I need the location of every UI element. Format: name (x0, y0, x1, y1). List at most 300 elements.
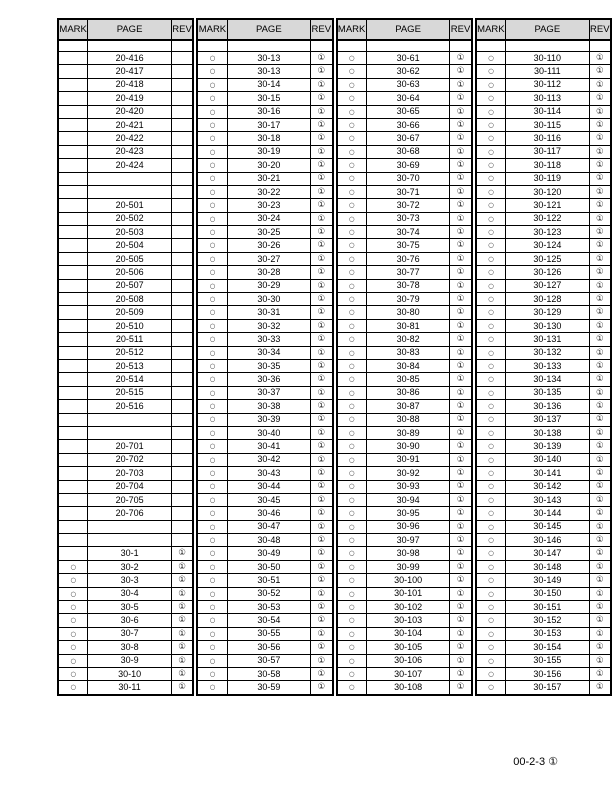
page-cell: 30-42 (227, 453, 311, 466)
rev-cell: ① (450, 212, 472, 225)
page-cell: 20-516 (88, 400, 172, 413)
table-row (337, 226, 472, 239)
rev-cell: ① (311, 65, 333, 78)
table-row (476, 252, 611, 265)
rev-cell: ① (589, 252, 611, 265)
table-row (476, 185, 611, 198)
page-cell: 30-19 (227, 145, 311, 158)
effective-pages-table-4 (475, 18, 612, 696)
mark-cell: ○ (476, 132, 506, 145)
table-row (476, 306, 611, 319)
page-cell: 30-44 (227, 480, 311, 493)
mark-cell: ○ (476, 92, 506, 105)
rev-cell: ① (450, 534, 472, 547)
mark-cell: ○ (337, 118, 367, 131)
mark-cell: ○ (476, 293, 506, 306)
rev-cell (171, 52, 193, 65)
table-row (58, 587, 193, 600)
table-row (58, 118, 193, 131)
rev-cell: ① (311, 239, 333, 252)
rev-cell: ① (589, 453, 611, 466)
page-cell: 30-98 (366, 547, 450, 560)
rev-cell: ① (450, 440, 472, 453)
table-row (476, 145, 611, 158)
page-cell: 30-114 (506, 105, 590, 118)
table-row (197, 373, 332, 386)
page-cell: 30-132 (506, 346, 590, 359)
page-cell: 30-154 (506, 641, 590, 654)
rev-cell: ① (589, 239, 611, 252)
table-row (58, 667, 193, 680)
rev-cell: ① (171, 601, 193, 614)
table-row (58, 493, 193, 506)
table-row (337, 493, 472, 506)
page-cell: 30-46 (227, 507, 311, 520)
mark-cell: ○ (337, 467, 367, 480)
mark-cell: ○ (337, 105, 367, 118)
page-cell: 30-122 (506, 212, 590, 225)
page-cell: 20-421 (88, 118, 172, 131)
mark-cell: ○ (197, 359, 227, 372)
rev-cell (171, 467, 193, 480)
rev-cell: ① (589, 547, 611, 560)
table-row (197, 413, 332, 426)
page-cell: 30-115 (506, 118, 590, 131)
page-cell: 20-704 (88, 480, 172, 493)
table-row (337, 306, 472, 319)
mark-cell (58, 333, 88, 346)
page-cell: 30-107 (366, 667, 450, 680)
page-cell: 30-85 (366, 373, 450, 386)
page-cell: 30-39 (227, 413, 311, 426)
table-row (197, 306, 332, 319)
page-cell: 20-503 (88, 226, 172, 239)
effective-pages-table-3 (336, 18, 473, 696)
page-cell: 30-41 (227, 440, 311, 453)
page-cell: 30-100 (366, 574, 450, 587)
rev-cell: ① (450, 252, 472, 265)
table-row (58, 400, 193, 413)
table-row (476, 400, 611, 413)
table-row (197, 105, 332, 118)
page-cell: 30-32 (227, 319, 311, 332)
rev-cell: ① (311, 467, 333, 480)
table-row (476, 654, 611, 667)
page-cell: 20-417 (88, 65, 172, 78)
table-row (197, 145, 332, 158)
mark-cell: ○ (337, 493, 367, 506)
page-cell: 30-112 (506, 78, 590, 91)
table-row (337, 547, 472, 560)
mark-cell (58, 279, 88, 292)
table-row (58, 480, 193, 493)
rev-cell (171, 319, 193, 332)
table-row (197, 118, 332, 131)
table-row (476, 78, 611, 91)
rev-cell: ① (589, 159, 611, 172)
mark-cell: ○ (476, 266, 506, 279)
rev-cell (171, 239, 193, 252)
mark-cell (58, 467, 88, 480)
mark-cell: ○ (476, 78, 506, 91)
page-cell: 30-120 (506, 185, 590, 198)
mark-cell: ○ (337, 614, 367, 627)
rev-cell: ① (589, 199, 611, 212)
table-row (476, 641, 611, 654)
rev-cell: ① (450, 520, 472, 533)
table-row (58, 172, 193, 185)
page-cell: 20-419 (88, 92, 172, 105)
page-cell: 30-36 (227, 373, 311, 386)
mark-cell: ○ (476, 346, 506, 359)
rev-cell (171, 520, 193, 533)
page-cell: 30-136 (506, 400, 590, 413)
rev-cell (171, 105, 193, 118)
page-cell (88, 520, 172, 533)
rev-cell (171, 293, 193, 306)
rev-cell: ① (450, 199, 472, 212)
table-row (58, 306, 193, 319)
rev-cell: ① (450, 52, 472, 65)
table-row (58, 185, 193, 198)
page-cell: 30-110 (506, 52, 590, 65)
column-header-page: PAGE (227, 19, 311, 40)
table-row (337, 413, 472, 426)
table-row (337, 440, 472, 453)
column-header-rev: REV (589, 19, 611, 40)
rev-cell: ① (589, 306, 611, 319)
mark-cell (476, 40, 506, 52)
page-cell: 20-512 (88, 346, 172, 359)
rev-cell (171, 453, 193, 466)
mark-cell: ○ (197, 239, 227, 252)
table-row (197, 252, 332, 265)
mark-cell: ○ (197, 587, 227, 600)
page-cell: 30-47 (227, 520, 311, 533)
mark-cell: ○ (337, 547, 367, 560)
page-cell: 30-59 (227, 681, 311, 695)
page-cell: 30-43 (227, 467, 311, 480)
table-row (58, 293, 193, 306)
rev-cell: ① (589, 359, 611, 372)
mark-cell: ○ (58, 574, 88, 587)
rev-cell: ① (171, 587, 193, 600)
table-row (197, 493, 332, 506)
table-row (476, 40, 611, 52)
mark-cell: ○ (476, 667, 506, 680)
page-cell: 30-45 (227, 493, 311, 506)
table-row (58, 560, 193, 573)
page-cell: 30-55 (227, 627, 311, 640)
header-row (337, 19, 472, 40)
rev-cell: ① (311, 601, 333, 614)
page-cell: 30-40 (227, 426, 311, 439)
mark-cell: ○ (476, 333, 506, 346)
rev-cell (171, 426, 193, 439)
page-cell: 30-61 (366, 52, 450, 65)
rev-cell: ① (450, 400, 472, 413)
mark-cell: ○ (197, 400, 227, 413)
page-cell (88, 185, 172, 198)
table-row (197, 226, 332, 239)
mark-cell: ○ (337, 159, 367, 172)
table-row (476, 386, 611, 399)
mark-cell: ○ (476, 507, 506, 520)
page-cell: 30-62 (366, 65, 450, 78)
mark-cell (58, 346, 88, 359)
page-cell: 30-103 (366, 614, 450, 627)
page-cell: 20-420 (88, 105, 172, 118)
rev-cell (171, 413, 193, 426)
mark-cell: ○ (337, 373, 367, 386)
mark-cell (58, 386, 88, 399)
rev-cell: ① (311, 293, 333, 306)
rev-cell (171, 172, 193, 185)
page-cell: 30-104 (366, 627, 450, 640)
table-row (337, 279, 472, 292)
mark-cell: ○ (476, 400, 506, 413)
page-cell: 30-101 (366, 587, 450, 600)
mark-cell (58, 359, 88, 372)
table-row (337, 480, 472, 493)
rev-cell: ① (311, 199, 333, 212)
page-cell: 30-31 (227, 306, 311, 319)
mark-cell: ○ (476, 493, 506, 506)
mark-cell: ○ (197, 279, 227, 292)
page-cell: 30-6 (88, 614, 172, 627)
mark-cell: ○ (197, 145, 227, 158)
page-cell: 30-145 (506, 520, 590, 533)
mark-cell: ○ (337, 440, 367, 453)
rev-cell: ① (450, 641, 472, 654)
rev-cell: ① (171, 547, 193, 560)
effective-pages-table-2 (196, 18, 333, 696)
mark-cell (58, 266, 88, 279)
table-row (476, 560, 611, 573)
mark-cell: ○ (476, 601, 506, 614)
page-cell: 30-140 (506, 453, 590, 466)
page-cell: 30-135 (506, 386, 590, 399)
rev-cell: ① (311, 654, 333, 667)
mark-cell (58, 252, 88, 265)
table-row (197, 40, 332, 52)
page-cell: 30-3 (88, 574, 172, 587)
table-row (58, 547, 193, 560)
rev-cell (171, 333, 193, 346)
mark-cell: ○ (197, 654, 227, 667)
page-cell: 30-105 (366, 641, 450, 654)
page-cell: 30-76 (366, 252, 450, 265)
table-row (197, 319, 332, 332)
page-cell: 30-143 (506, 493, 590, 506)
page-cell: 20-511 (88, 333, 172, 346)
page-cell: 20-507 (88, 279, 172, 292)
mark-cell: ○ (476, 574, 506, 587)
mark-cell: ○ (197, 641, 227, 654)
mark-cell (58, 78, 88, 91)
rev-cell: ① (311, 132, 333, 145)
page-cell: 30-99 (366, 560, 450, 573)
mark-cell: ○ (476, 654, 506, 667)
rev-cell: ① (450, 145, 472, 158)
rev-cell: ① (450, 493, 472, 506)
rev-cell: ① (311, 373, 333, 386)
table-row (476, 507, 611, 520)
table-row (197, 65, 332, 78)
table-row (337, 601, 472, 614)
mark-cell (58, 132, 88, 145)
page-cell: 30-68 (366, 145, 450, 158)
rev-cell (171, 346, 193, 359)
mark-cell: ○ (476, 413, 506, 426)
rev-cell (171, 373, 193, 386)
table-row (197, 641, 332, 654)
mark-cell: ○ (197, 118, 227, 131)
table-row (476, 52, 611, 65)
table-row (197, 453, 332, 466)
rev-cell: ① (311, 426, 333, 439)
table-row (58, 145, 193, 158)
page-cell: 30-128 (506, 293, 590, 306)
table-row (337, 534, 472, 547)
table-row (337, 159, 472, 172)
effective-pages-tables (57, 18, 612, 696)
mark-cell: ○ (58, 587, 88, 600)
page-cell: 30-14 (227, 78, 311, 91)
mark-cell (58, 212, 88, 225)
mark-cell: ○ (337, 199, 367, 212)
table-row (197, 400, 332, 413)
rev-cell: ① (311, 681, 333, 695)
rev-cell: ① (171, 627, 193, 640)
mark-cell: ○ (337, 319, 367, 332)
rev-cell: ① (311, 507, 333, 520)
page-cell: 30-52 (227, 587, 311, 600)
table-row (197, 199, 332, 212)
rev-cell (171, 266, 193, 279)
column-header-rev: REV (171, 19, 193, 40)
table-row (476, 319, 611, 332)
rev-cell: ① (311, 641, 333, 654)
page-cell: 30-64 (366, 92, 450, 105)
rev-cell: ① (311, 159, 333, 172)
rev-cell: ① (450, 654, 472, 667)
page-cell: 30-91 (366, 453, 450, 466)
mark-cell: ○ (197, 226, 227, 239)
page-cell: 20-702 (88, 453, 172, 466)
mark-cell: ○ (337, 641, 367, 654)
mark-cell: ○ (58, 641, 88, 654)
mark-cell: ○ (476, 145, 506, 158)
mark-cell: ○ (476, 373, 506, 386)
table-row (58, 426, 193, 439)
mark-cell: ○ (476, 480, 506, 493)
rev-cell: ① (450, 667, 472, 680)
table-row (337, 212, 472, 225)
rev-cell: ① (450, 306, 472, 319)
rev-cell (171, 65, 193, 78)
rev-cell: ① (589, 520, 611, 533)
mark-cell: ○ (197, 614, 227, 627)
mark-cell: ○ (476, 386, 506, 399)
rev-cell: ① (589, 333, 611, 346)
page-cell: 30-116 (506, 132, 590, 145)
page-cell: 30-57 (227, 654, 311, 667)
table-row (197, 185, 332, 198)
rev-cell: ① (589, 413, 611, 426)
mark-cell: ○ (337, 293, 367, 306)
table-row (337, 346, 472, 359)
table-row (197, 159, 332, 172)
table-row (337, 118, 472, 131)
rev-cell: ① (171, 574, 193, 587)
rev-cell: ① (311, 614, 333, 627)
page-cell: 30-74 (366, 226, 450, 239)
mark-cell: ○ (476, 319, 506, 332)
mark-cell: ○ (197, 667, 227, 680)
mark-cell: ○ (476, 212, 506, 225)
page-cell: 30-28 (227, 266, 311, 279)
table-row (197, 172, 332, 185)
page-cell: 30-134 (506, 373, 590, 386)
table-row (197, 426, 332, 439)
mark-cell: ○ (337, 266, 367, 279)
page-cell: 20-506 (88, 266, 172, 279)
page-cell: 30-69 (366, 159, 450, 172)
mark-cell: ○ (337, 480, 367, 493)
table-row (197, 627, 332, 640)
rev-cell: ① (450, 266, 472, 279)
rev-cell: ① (450, 413, 472, 426)
page-cell: 30-84 (366, 359, 450, 372)
page-cell (88, 172, 172, 185)
mark-cell: ○ (197, 78, 227, 91)
page-cell: 30-2 (88, 560, 172, 573)
rev-cell: ① (589, 373, 611, 386)
page-cell: 30-153 (506, 627, 590, 640)
page-cell: 20-515 (88, 386, 172, 399)
rev-cell: ① (171, 654, 193, 667)
page-cell: 20-706 (88, 507, 172, 520)
table-row (476, 172, 611, 185)
rev-cell: ① (589, 587, 611, 600)
table-row (476, 266, 611, 279)
table-row (337, 654, 472, 667)
rev-cell (171, 440, 193, 453)
rev-cell: ① (589, 641, 611, 654)
page-cell: 30-16 (227, 105, 311, 118)
mark-cell: ○ (197, 212, 227, 225)
page-cell: 20-705 (88, 493, 172, 506)
table-row (337, 252, 472, 265)
page-cell: 30-150 (506, 587, 590, 600)
table-row (58, 65, 193, 78)
table-row (476, 279, 611, 292)
rev-cell (171, 212, 193, 225)
table-row (197, 614, 332, 627)
page-cell: 30-27 (227, 252, 311, 265)
header-row (476, 19, 611, 40)
mark-cell: ○ (197, 480, 227, 493)
rev-cell: ① (311, 627, 333, 640)
mark-cell: ○ (337, 65, 367, 78)
rev-cell: ① (589, 681, 611, 695)
page-cell: 30-121 (506, 199, 590, 212)
table-row (58, 467, 193, 480)
mark-cell: ○ (337, 212, 367, 225)
table-row (58, 359, 193, 372)
rev-cell: ① (450, 507, 472, 520)
